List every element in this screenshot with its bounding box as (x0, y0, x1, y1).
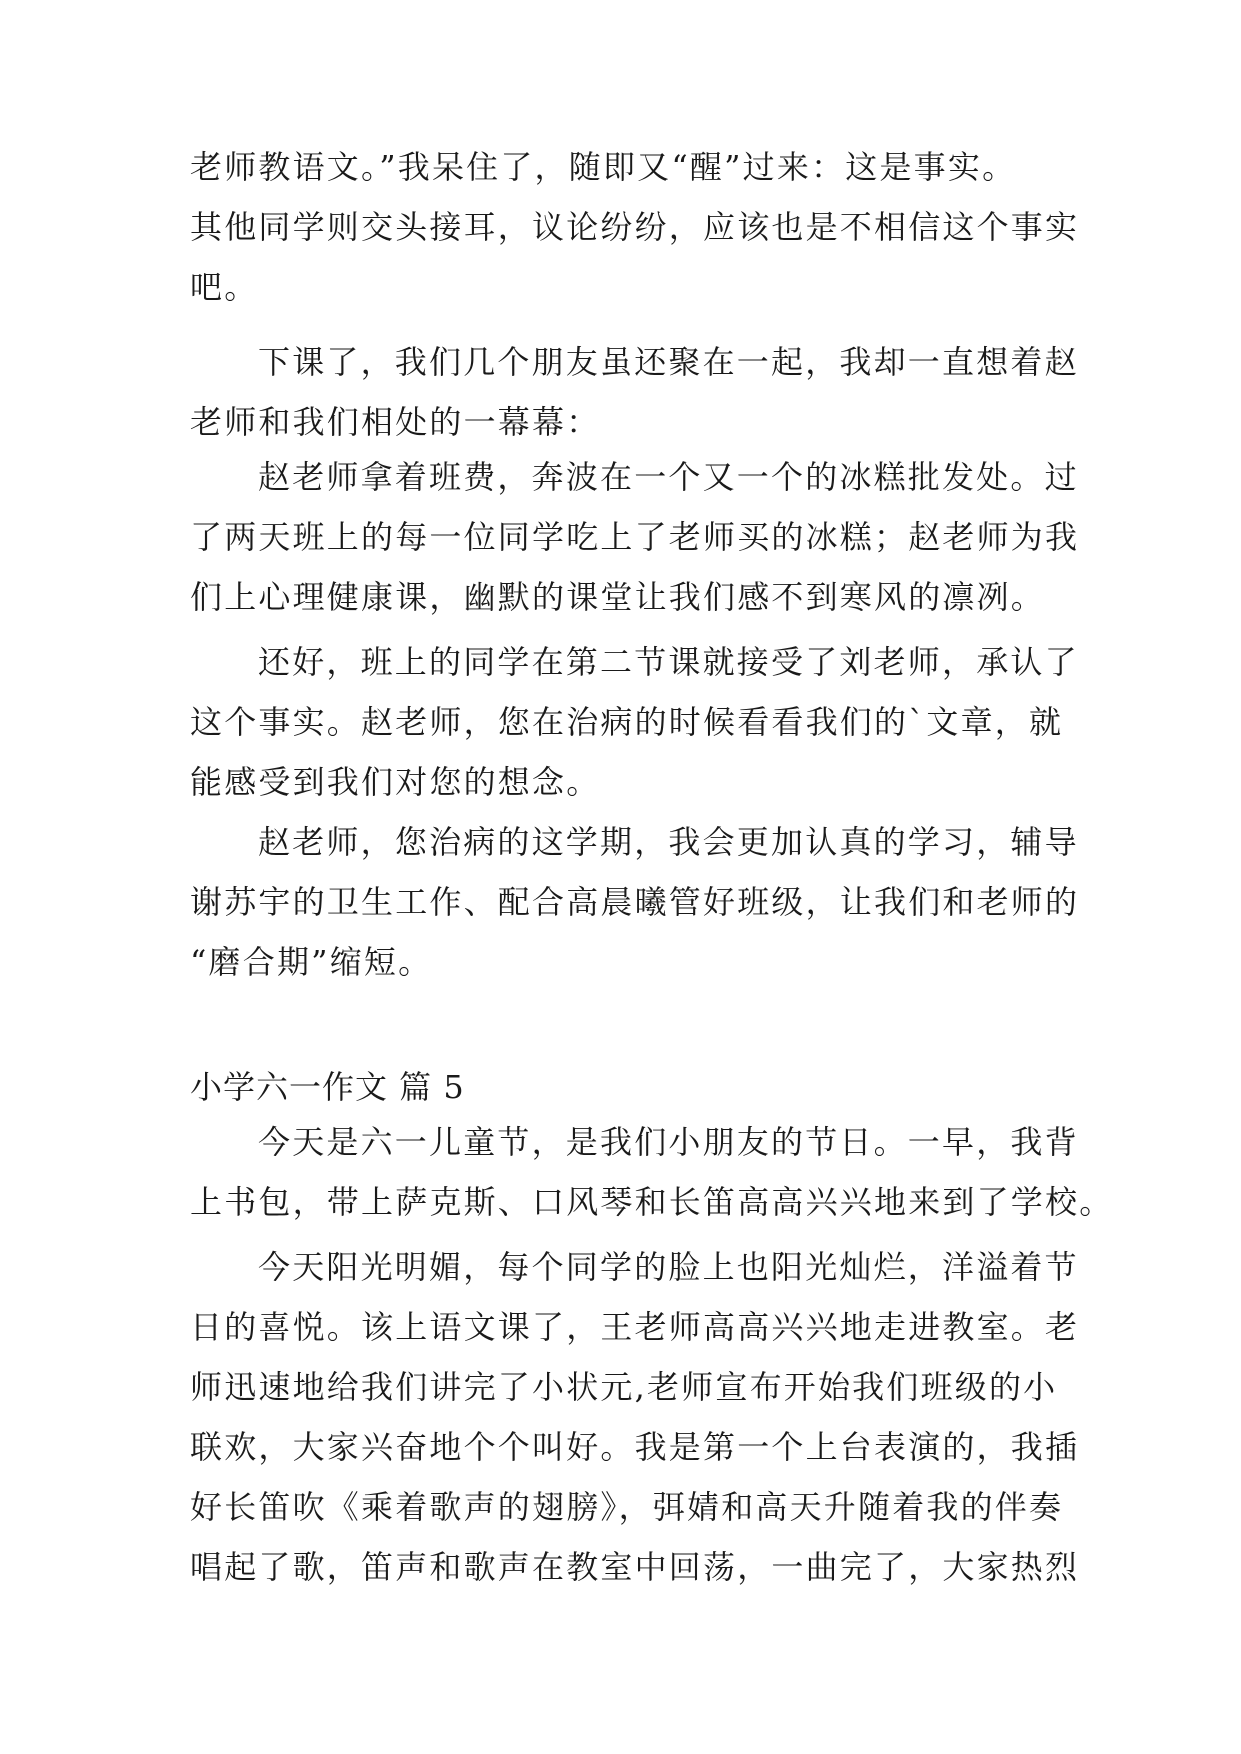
text-line: 老师教语文。”我呆住了，随即又“醒”过来：这是事实。 (190, 148, 1017, 186)
text-line: 了两天班上的每一位同学吃上了老师买的冰糕；赵老师为我 (190, 518, 1080, 556)
paragraph-first-line: 今天阳光明媚，每个同学的脸上也阳光灿烂，洋溢着节 (258, 1248, 1079, 1286)
text-line: 日的喜悦。该上语文课了，王老师高高兴兴地走进教室。老 (190, 1308, 1080, 1346)
paragraph-first-line: 赵老师拿着班费，奔波在一个又一个的冰糕批发处。过 (258, 458, 1079, 496)
text-line: 吧。 (190, 268, 259, 306)
paragraph-first-line: 赵老师，您治病的这学期，我会更加认真的学习，辅导 (258, 823, 1079, 861)
paragraph-first-line: 下课了，我们几个朋友虽还聚在一起，我却一直想着赵 (258, 343, 1079, 381)
text-line: 其他同学则交头接耳，议论纷纷，应该也是不相信这个事实 (190, 208, 1080, 246)
text-line: 这个事实。赵老师，您在治病的时候看看我们的`文章，就 (190, 703, 1064, 741)
text-line: 好长笛吹《乘着歌声的翅膀》，弭婧和高天升随着我的伴奏 (190, 1488, 1064, 1526)
text-line: 能感受到我们对您的想念。 (190, 763, 601, 801)
paragraph-first-line: 今天是六一儿童节，是我们小朋友的节日。一早，我背 (258, 1123, 1079, 1161)
text-line: 联欢，大家兴奋地个个叫好。我是第一个上台表演的，我插 (190, 1428, 1080, 1466)
text-line: 谢苏宇的卫生工作、配合高晨曦管好班级，让我们和老师的 (190, 883, 1080, 921)
paragraph-first-line: 还好，班上的同学在第二节课就接受了刘老师，承认了 (258, 643, 1079, 681)
text-line: 老师和我们相处的一幕幕： (190, 403, 601, 441)
section-heading: 小学六一作文 篇 5 (190, 1068, 465, 1106)
text-line: 上书包，带上萨克斯、口风琴和长笛高高兴兴地来到了学校。 (190, 1183, 1114, 1221)
text-line: 唱起了歌，笛声和歌声在教室中回荡，一曲完了，大家热烈 (190, 1548, 1080, 1586)
text-line: 们上心理健康课，幽默的课堂让我们感不到寒风的凛冽。 (190, 578, 1046, 616)
text-line: 师迅速地给我们讲完了小状元,老师宣布开始我们班级的小 (190, 1368, 1058, 1406)
text-line: “磨合期”缩短。 (190, 943, 433, 981)
